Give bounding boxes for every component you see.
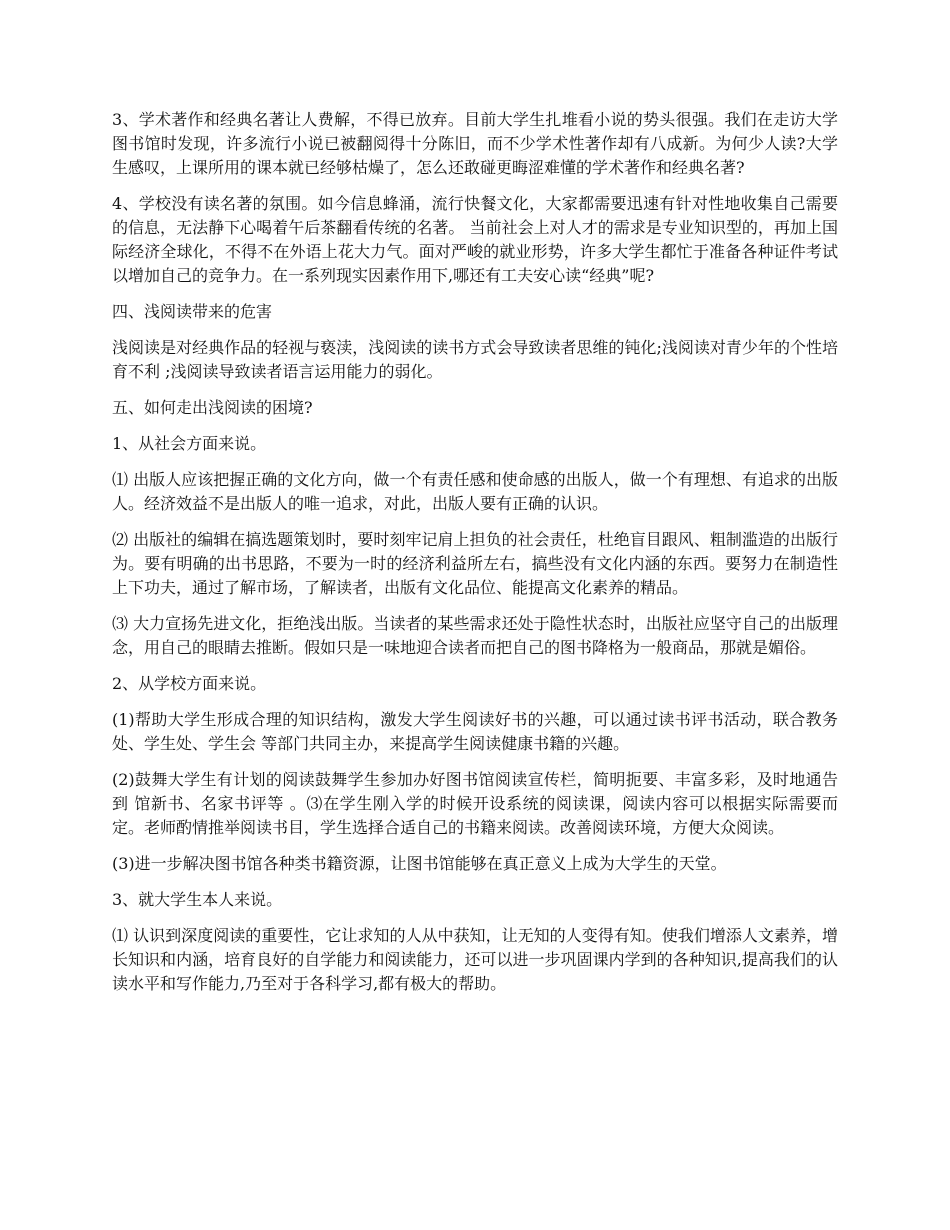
- document-body: [112, 108, 838, 1008]
- paragraph-society-2: ⑵ 出版社的编辑在搞选题策划时，要时刻牢记肩上担负的社会责任，杜绝盲目跟风、粗制滥造的出版行为。要有明确的出书思路，不要为一时的经济利益所左右，搞些没有文化内涵的东西。要努力在制造性上下功夫，通过了解市场，了解读者，出版有文化品位、能提高文化素养的精品。: [112, 530, 838, 597]
- section-heading-harms: 四、浅阅读带来的危害: [112, 302, 273, 321]
- paragraph-school-3: (3)进一步解决图书馆各种类书籍资源，让图书馆能够在真正意义上成为大学生的天堂。: [112, 854, 727, 873]
- paragraph-society-1: ⑴ 出版人应该把握正确的文化方向，做一个有责任感和使命感的出版人，做一个有理想、有追求的出版人。经济效益不是出版人的唯一追求，对此，出版人要有正确的认识。: [112, 470, 838, 513]
- paragraph-school-2: (2)鼓舞大学生有计划的阅读鼓舞学生参加办好图书馆阅读宣传栏，简明扼要、丰富多彩，及时地通告到 馆新书、名家书评等 。⑶在学生刚入学的时候开设系统的阅读课，阅读内容可以根据实际需要而定。老师酌情推举阅读书目，学生选择合适自己的书籍来阅读。改善阅读环境，方便大众阅读。: [112, 770, 838, 837]
- paragraph-academic-works: 3、学术著作和经典名著让人费解，不得已放弃。目前大学生扎堆看小说的势头很强。我们在走访大学图书馆时发现，许多流行小说已被翻阅得十分陈旧，而不少学术性著作却有八成新。为何少人读?大学生感叹，上课所用的课本就已经够枯燥了，怎么还敢碰更晦涩难懂的学术著作和经典名著?: [112, 110, 838, 177]
- subheading-students: 3、就大学生本人来说。: [112, 890, 283, 909]
- paragraph-society-3: ⑶ 大力宣扬先进文化，拒绝浅出版。当读者的某些需求还处于隐性状态时，出版社应坚守自己的出版理念，用自己的眼睛去推断。假如只是一味地迎合读者而把自己的图书降格为一般商品，那就是媚俗。: [112, 614, 838, 657]
- paragraph-school-1: (1)帮助大学生形成合理的知识结构，激发大学生阅读好书的兴趣，可以通过读书评书活动，联合教务处、学生处、学生会 等部门共同主办，来提高学生阅读健康书籍的兴趣。: [112, 710, 838, 753]
- paragraph-students-1: ⑴ 认识到深度阅读的重要性，它让求知的人从中获知，让无知的人变得有知。使我们增添人文素养，增长知识和内涵，培育良好的自学能力和阅读能力，还可以进一步巩固课内学到的各种知识,提高我们的认读水平和写作能力,乃至对于各科学习,都有极大的帮助。: [112, 926, 838, 993]
- paragraph-school-atmosphere: 4、学校没有读名著的氛围。如今信息蜂涌，流行快餐文化，大家都需要迅速有针对性地收集自己需要的信息，无法静下心喝着午后茶翻看传统的名著。 当前社会上对人才的需求是专业知识型的，再加上国际经济全球化，不得不在外语上花大力气。面对严峻的就业形势，许多大学生都忙于准备各种证件考试以增加自己的竞争力。在一系列现实因素作用下,哪还有工夫安心读“经典”呢?: [112, 194, 838, 285]
- paragraph-harms: 浅阅读是对经典作品的轻视与亵渎，浅阅读的读书方式会导致读者思维的钝化;浅阅读对青少年的个性培育不利 ;浅阅读导致读者语言运用能力的弱化。: [112, 338, 838, 381]
- subheading-school: 2、从学校方面来说。: [112, 674, 267, 693]
- subheading-society: 1、从社会方面来说。: [112, 434, 267, 453]
- section-heading-solutions: 五、如何走出浅阅读的困境?: [112, 398, 313, 417]
